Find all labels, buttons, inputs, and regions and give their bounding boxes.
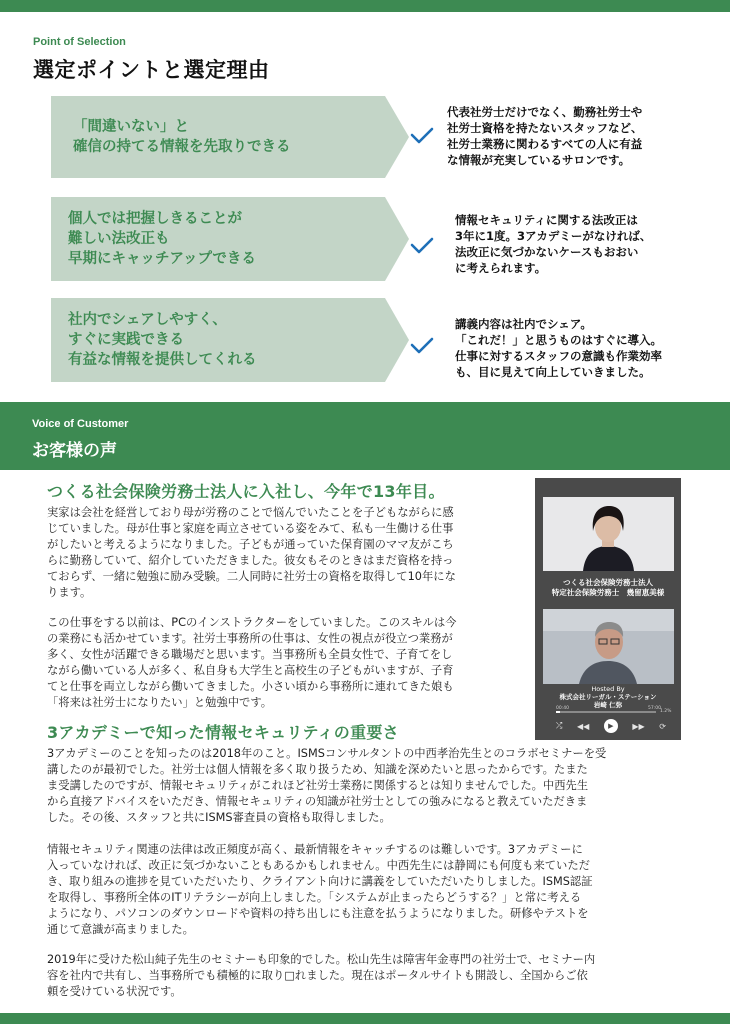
paragraph-line: を取得し、事務所全体のITリテラシーが向上しました。「システムが止まったらどうする？」と常に考える	[47, 891, 582, 904]
selection-point-box-1	[51, 96, 385, 178]
paragraph-line: 通じて意識が高まりました。	[47, 923, 194, 936]
time-total: 57:00	[648, 706, 661, 711]
reason-line: 代表社労士だけでなく、勤務社労士や	[447, 105, 643, 119]
paragraph-line: 頼を受けている状況です。	[47, 985, 182, 998]
article-heading-1: つくる社会保険労務士法人に入社し、今年で13年目。	[47, 482, 445, 501]
reason-line: 「これだ！」と思うものはすぐに導入。	[455, 333, 662, 347]
point-heading-line: 有益な情報を提供してくれる	[68, 352, 257, 368]
bottom-accent-bar	[0, 1013, 730, 1024]
reason-line: 社労士資格を持たないスタッフなど、	[447, 121, 643, 135]
article-heading-2: 3アカデミーで知った情報セキュリティの重要さ	[47, 723, 399, 742]
paragraph-line: 実家は会社を経営しており母が労務のことで悩んでいたことを子どもながらに感	[47, 506, 454, 519]
voice-kicker: Voice of Customer	[32, 418, 129, 430]
progress-fill	[556, 711, 560, 713]
reason-line: 法改正に気づかないケースもおおい	[455, 245, 639, 259]
selection-point-box-2	[51, 197, 385, 281]
checkmark-icon	[410, 336, 434, 354]
time-elapsed: 00:40	[556, 706, 569, 711]
reason-line: な情報が充実しているサロンです。	[447, 153, 631, 167]
paragraph-line: らに勤務していて、紹介していただきました。彼女もそのときはまだ資格を持っ	[47, 554, 454, 567]
paragraph-line: の業務にも活かせています。社労士事務所の仕事は、女性の視点が役立つ業務が	[47, 632, 453, 645]
paragraph-line: 多く、女性が活躍できる職場だと思います。当事務所も全員女性で、子育てをし	[47, 648, 453, 661]
paragraph-line: から直接アドバイスをいただき、情報セキュリティの知識が社労士としての強みになると教えていただきま	[47, 795, 588, 808]
paragraph-line: てと仕事を両立しながら働いてきました。小さい頃から事務所に連れてきた娘も	[47, 680, 454, 693]
point-heading-line: 確信の持てる情報を先取りできる	[73, 139, 291, 155]
paragraph-line: がしたいと考えるようになりました。子どもが通っていた保育園のママ友がこち	[47, 538, 454, 551]
hosted-by-label: Hosted By	[591, 685, 625, 693]
reason-line: も、目に見えて向上していきました。	[455, 365, 651, 379]
paragraph-line: 「将来は社労士になりたい」と勉強中です。	[47, 696, 273, 709]
paragraph-line: 容を社内で共有し、当事務所でも積極的に取り□れました。現在はポータルサイトも開設し、全国からご依	[47, 969, 588, 982]
reason-line: 講義内容は社内でシェア。	[455, 317, 592, 331]
paragraph-line: ようになり、パソコンのダウンロードや資料の持ち出しにも注意を払うようになりました。研修やテストを	[47, 907, 589, 920]
rewind-icon[interactable]: ◀◀	[576, 721, 590, 731]
play-icon[interactable]: ▶	[604, 719, 618, 733]
article-paragraph-2	[47, 615, 522, 711]
paragraph-line: き、取り組みの進捗を見ていただいたり、クライアント向けに講義をしていただいたりしました。ISMS認証	[47, 875, 593, 888]
checkmark-icon	[410, 236, 434, 254]
voice-title: お客様の声	[32, 441, 117, 461]
paragraph-line: この仕事をする以前は、PCのインストラクターをしていました。このスキルは今	[47, 616, 457, 629]
caption-line: 特定社会保険労務士 幾留恵美様	[551, 588, 665, 597]
paragraph-line: 入っていなければ、改正に気づかないこともあるかもしれません。中西先生には静岡にも何度も来ていただ	[47, 859, 590, 872]
caption-line: つくる社会保険労務士法人	[563, 578, 653, 587]
top-accent-bar	[0, 0, 730, 12]
shuffle-icon[interactable]: ⤮	[556, 721, 563, 730]
reason-line: に考えられます。	[455, 261, 547, 275]
selection-title: 選定ポイントと選定理由	[33, 58, 270, 82]
paragraph-line: ながら働いている人が多く、私自身も大学生と高校生の子どもがいますが、子育	[47, 664, 454, 677]
repeat-icon[interactable]: ⟳	[659, 721, 666, 731]
reason-line: 社労士業務に関わるすべての人に有益	[447, 137, 643, 151]
article-paragraph-3	[47, 746, 692, 826]
article-paragraph-1	[47, 505, 522, 601]
selection-reason-2	[455, 212, 715, 276]
host-company: 株式会社リーガル・ステーション	[559, 693, 657, 701]
reason-line: 3年に1度。3アカデミーがなければ、	[455, 229, 652, 243]
paragraph-line: 2019年に受けた松山純子先生のセミナーも印象的でした。松山先生は障害年金専門の社労士で、セミナー内	[47, 953, 596, 966]
point-heading-line: 個人では把握しきることが	[68, 211, 242, 227]
host-photo	[543, 609, 674, 684]
selection-kicker: Point of Selection	[33, 36, 126, 48]
paragraph-line: 講したのが最初でした。社労士は個人情報を多く取り扱うため、知識を深めたいと思ったからです。たまた	[47, 763, 588, 776]
point-heading-line: 「間違いない」と	[73, 119, 189, 135]
paragraph-line: ります。	[47, 586, 92, 599]
paragraph-line: 3アカデミーのことを知ったのは2018年のこと。ISMSコンサルタントの中西孝治先生とのコラボセミナーを受	[47, 747, 607, 760]
checkmark-icon	[410, 126, 434, 144]
reason-line: 情報セキュリティに関する法改正は	[455, 213, 638, 227]
paragraph-line: ま受講したのですが、情報セキュリティがこれほど社労士業務に関係するとは知りませんでした。中西先生	[47, 779, 589, 792]
forward-icon[interactable]: ▶▶	[632, 721, 645, 731]
point-heading-line: 難しい法改正も	[68, 231, 170, 247]
paragraph-line: 情報セキュリティ関連の法律は改正頻度が高く、最新情報をキャッチするのは難しいです。3アカデミーに	[47, 843, 583, 856]
selection-reason-3	[455, 316, 725, 380]
selection-point-box-3	[51, 298, 385, 382]
guest-photo	[543, 497, 674, 571]
point-heading-line: すぐに実践できる	[68, 332, 184, 348]
paragraph-line: した。その後、スタッフと共にISMS審査員の資格も取得しました。	[47, 811, 391, 824]
selection-reason-1	[447, 104, 717, 168]
progress-bar[interactable]	[556, 711, 656, 713]
playback-percent: 1.2%	[660, 709, 672, 714]
player-controls	[556, 719, 666, 733]
paragraph-line: じていました。母が仕事と家庭を両立させている姿をみて、私も一生働ける仕事	[47, 522, 454, 535]
host-name: 岩崎 仁弥	[593, 701, 623, 709]
point-heading-line: 社内でシェアしやすく、	[68, 312, 227, 328]
reason-line: 仕事に対するスタッフの意識も作業効率	[455, 349, 662, 363]
paragraph-line: ておらず、一緒に勉強に励み受験。二人同時に社労士の資格を取得して10年にな	[47, 570, 456, 583]
article-paragraph-4	[47, 842, 692, 938]
article-paragraph-5	[47, 952, 692, 1000]
point-heading-line: 早期にキャッチアップできる	[68, 251, 256, 267]
guest-caption	[535, 578, 681, 598]
